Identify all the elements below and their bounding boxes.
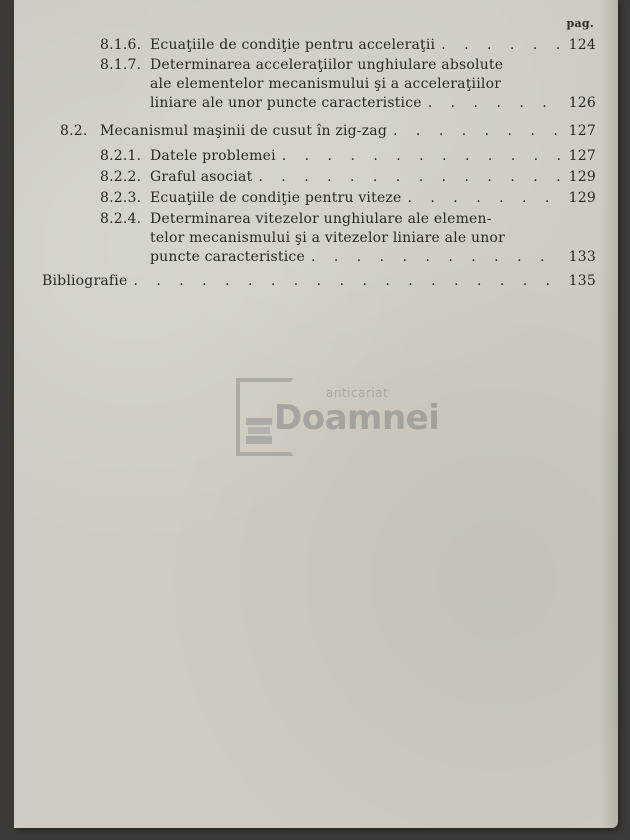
books-icon — [246, 416, 272, 446]
toc-number: 8.2.2. — [100, 169, 142, 185]
toc-title-line: Determinarea vitezelor unghiulare ale elemen- — [150, 211, 492, 227]
toc-title: Graful asociat — [150, 169, 253, 185]
toc-leader-dots — [435, 36, 562, 55]
toc-page-number: 124 — [568, 37, 596, 53]
toc-page-number: 135 — [568, 273, 596, 289]
toc-page-number: 129 — [568, 190, 596, 206]
toc-number: 8.2. — [60, 123, 88, 139]
toc-title-line: liniare ale unor puncte caracteristice — [150, 95, 422, 111]
toc-leader-dots — [252, 168, 562, 187]
toc-title-line: telor mecanismului şi a vitezelor liniare ale unor — [150, 230, 505, 246]
toc-page-number: 129 — [568, 169, 596, 185]
toc-page-number: 127 — [568, 148, 596, 164]
watermark-logo — [236, 378, 440, 460]
toc-number: 8.1.7. — [100, 57, 142, 73]
toc-number: 8.2.1. — [100, 148, 142, 164]
toc-title: Ecuaţiile de condiţie pentru viteze — [150, 190, 402, 206]
toc-leader-dots — [402, 189, 563, 208]
toc-number: 8.2.4. — [100, 211, 142, 227]
toc-title: Datele problemei — [150, 148, 276, 164]
toc-title: Bibliografie — [42, 273, 128, 289]
toc-number: 8.2.3. — [100, 190, 142, 206]
toc-leader-dots — [422, 94, 562, 113]
toc-page-number: 126 — [568, 95, 596, 111]
toc-number: 8.1.6. — [100, 37, 142, 53]
toc-title-line: Determinarea acceleraţiilor unghiulare absolute — [150, 57, 504, 73]
book-page — [14, 0, 618, 828]
toc-title-line: ale elementelor mecanismului şi a acceleraţiilor — [150, 76, 502, 92]
toc-leader-dots — [387, 122, 562, 141]
watermark-small-text: anticariat — [326, 386, 389, 400]
toc-page-number: 133 — [568, 249, 596, 265]
watermark-big-text: Doamnei — [274, 398, 440, 438]
toc-title-line: puncte caracteristice — [150, 249, 305, 265]
toc-leader-dots — [305, 248, 562, 267]
page-column-label: pag. — [566, 17, 594, 30]
toc-title: Mecanismul maşinii de cusut în zig-zag — [100, 123, 388, 139]
toc-title: Ecuaţiile de condiţie pentru acceleraţii — [150, 37, 436, 53]
toc-leader-dots — [127, 272, 562, 291]
toc-page-number: 127 — [568, 123, 596, 139]
toc-leader-dots — [276, 147, 562, 166]
